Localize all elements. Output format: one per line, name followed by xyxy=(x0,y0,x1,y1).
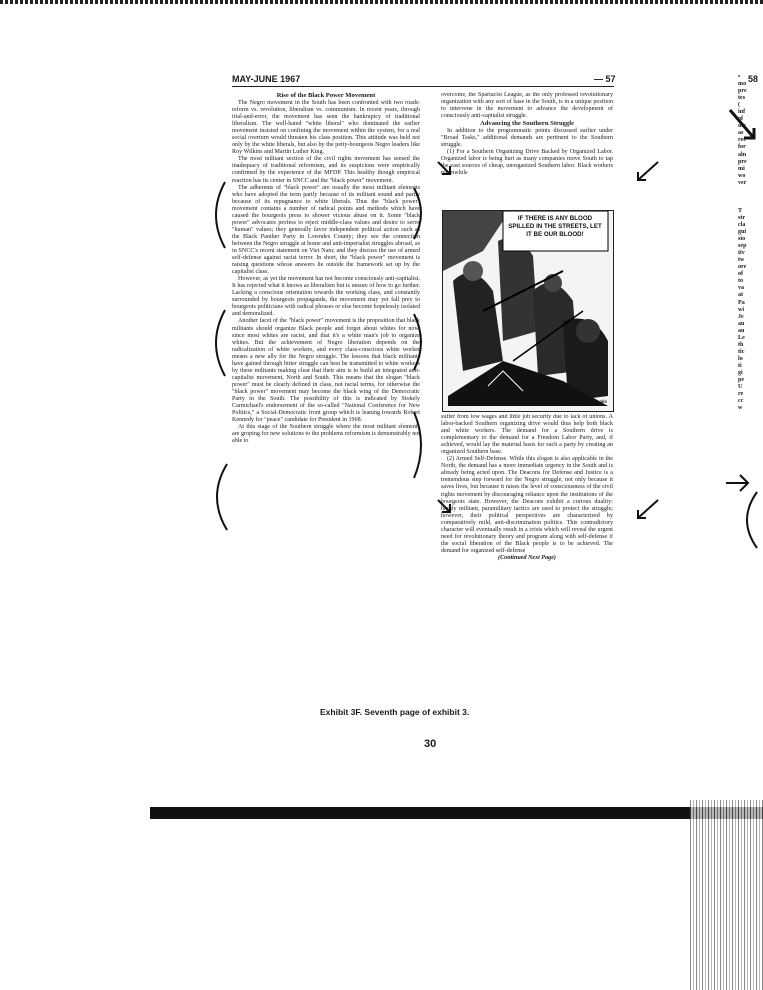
fragment-text: mo xyxy=(738,81,747,88)
margin-bracket-mark xyxy=(205,180,235,250)
paragraph: (1) For a Southern Organizing Drive Backed by Organized Labor. Organized labor is being hurt as many companies move South to tap the vast sources of cheap, unorganized Southern labor. Black workers meanwhile xyxy=(441,149,613,177)
margin-arrow-mark xyxy=(634,160,660,184)
paragraph: The adherents of "black power" are usually the most militant elements who have adopted the term partly because of its militant sound and partly because of its repugnance to white liberals. Thus the "black power" movement contains a number of radical points and methods which have caused the bourgeois press to shower vicious abuse on it. Some "black power" advocates profess to reject middle-class values and desire to serve "human" values; they generally favor independent political action such as the Black Panther Party in Lowndes County; they see the connection between the Negro struggle at home and anti-imperialist struggles abroad, as in SNCC's recent statement on Viet Nam; and they discuss the use of armed self-defense against racist terror. In short, the "black power" movement is raising questions whose answers lie outside the framework set up by the capitalist class. xyxy=(232,184,420,276)
fragment-text: pe xyxy=(738,377,745,384)
fragment-text: w xyxy=(738,405,743,412)
fragment-text: tiv xyxy=(738,250,745,257)
margin-arrow-mark xyxy=(436,498,454,516)
fragment-text: sio xyxy=(738,236,746,243)
margin-bracket-mark xyxy=(205,308,235,378)
fragment-text: rec xyxy=(738,137,747,144)
header-rule xyxy=(232,86,614,87)
scan-noise xyxy=(690,800,763,990)
fragment-text: for xyxy=(738,144,746,151)
fragment-text: au xyxy=(738,327,745,334)
fragment-text: T xyxy=(738,207,743,214)
section-heading: Advancing the Southern Struggle xyxy=(480,120,574,128)
fragment-text: lo xyxy=(738,355,743,362)
fragment-text: wi xyxy=(738,306,745,313)
paragraph: Another facet of the "black power" movement is the proposition that black militants should organize Black people and forget about whites for now, since most whites are racist, and that it's a white man's job to organize whites. But the achievement of Negro liberation depends on the radicalization of white workers, and every class-conscious white worker means a new ally for the Negro struggle. The lessons that black militants have gained through bitter struggle can best be transmitted to white workers by these militants making clear that their aim is to build an integrated anti-capitalist movement, North and South. This means that the slogan "black power" must be clearly defined in class, not racial terms, for otherwise the "black power" movement may become the black wing of the Democratic Party in the South. The possibility of this is indicated by Stokely Carmichael's endorsement of the so-called "National Conference for New Politics," a Social-Democratic front group which is leaning towards Robert Kennedy for "peace" candidate for President in 1968. xyxy=(232,318,420,424)
fragment-text: re xyxy=(738,391,744,398)
adjacent-page-fragment xyxy=(738,74,763,634)
fragment-text: th xyxy=(738,341,744,348)
cartoon-drawing xyxy=(443,211,613,411)
paragraph: The most militant section of the civil rights movement has sensed the inadequacy of traditional reformism, and its suspicions were empirically confirmed by the experience of the MFDP. This healthy though empirical reaction has its center in SNCC and the "black power" movement. xyxy=(232,156,420,184)
paragraph: At this stage of the Southern struggle where the most militant elements are groping for new solutions to the problems reformism is demonstrably not able to xyxy=(232,424,420,445)
speech-bubble-text: IF THERE IS ANY BLOOD SPILLED IN THE STREETS, LET IT BE OUR BLOOD! xyxy=(508,215,602,238)
cartoon-signature: Muhammad Speaks xyxy=(565,399,608,404)
fragment-text: ( xyxy=(738,102,741,109)
paragraph: However, as yet the movement has not become consciously anti-capitalist. It has rejected what it knows as liberalism but is unsure of how to go further. Lacking a conscious orientation towards the working class, and constantly surrounded by bourgeois propaganda, the movement may yet fall prey to bourgeois politicians with radical phrases or else become hopelessly isolated and demoralized. xyxy=(232,276,420,318)
running-header-next-page: 58 xyxy=(748,74,759,84)
column-right-bottom xyxy=(441,414,613,624)
fragment-text: ver xyxy=(738,179,747,186)
fragment-text: of xyxy=(738,116,744,123)
fragment-text: cc xyxy=(738,398,744,405)
running-header-right: — 57 xyxy=(594,74,616,84)
fragment-text: aln xyxy=(738,151,747,158)
fragment-text: tw xyxy=(738,257,745,264)
fragment-text: wo xyxy=(738,172,746,179)
column-right-top xyxy=(441,92,613,210)
scan-top-edge xyxy=(0,0,763,4)
fragment-text: au xyxy=(738,320,745,327)
margin-arrow-mark xyxy=(436,160,454,178)
paragraph: The Negro movement in the South has been confronted with two roads: reform vs. revolution, liberalism vs. communism. In recent years, through trial-and-error, the movement has seen the bankruptcy of traditional liberalism. The well-hated "white liberal" who dominated the earlier movement insisted on confining the movement within the system, for a real social overturn would threaten his class position. This attitude was held not only by the white liberals, but also by the petty-bourgeois Negro leaders like Roy Wilkins and Martin Luther King. xyxy=(232,100,420,156)
fragment-text xyxy=(738,187,763,194)
fragment-text: of xyxy=(738,271,744,278)
exhibit-caption: Exhibit 3F. Seventh page of exhibit 3. xyxy=(320,707,470,717)
paragraph: (2) Armed Self-Defense. While this slogan is also applicable in the North, the demand has a more immediate urgency in the South and is already being acted upon. The Deacons for Defense and Justice is a tremendous step forward for the Negro struggle, not only because it saves lives, but because it raises the level of consciousness of the civil rights movement by discouraging reliance upon the institutions of the bourgeois state. However, the Deacons exhibit a curious duality: highly militant, paramilitary tactics are used to protect the struggle; however, their political perspectives are characterized by comparatively mild, anti-discrimination politics. This contradictory character will eventually result in a crisis which will reveal the urgent need for revolutionary theory and program along with self-defense if the social liberation of the Black people is to be achieved. The demand for organized self-defense xyxy=(441,456,613,554)
margin-bracket-mark xyxy=(205,462,235,532)
margin-bracket-mark xyxy=(412,312,430,372)
fragment-text: to xyxy=(738,278,744,285)
paragraph: In addition to the programmatic points discussed earlier under "Broad Tasks," additional demands are pertinent to the Southern struggle. xyxy=(441,128,613,149)
page-number: 30 xyxy=(424,738,437,750)
fragment-text: inf xyxy=(738,109,746,116)
fragment-text: dir xyxy=(738,123,746,130)
fragment-text: ti xyxy=(738,362,742,369)
margin-bracket-mark xyxy=(412,410,430,480)
fragment-text: pre xyxy=(738,158,747,165)
fragment-text: str xyxy=(738,214,746,221)
fragment-text: pre xyxy=(738,88,747,95)
fragment-text: gi xyxy=(738,369,743,376)
running-header-left: MAY-JUNE 1967 xyxy=(232,74,301,84)
scan-bottom-edge xyxy=(150,807,763,819)
cartoon-illustration xyxy=(442,210,614,412)
column-left xyxy=(232,92,420,622)
fragment-text: Je xyxy=(738,313,744,320)
paragraph: suffer from low wages and little job security due to lack of unions. A labor-backed Southern organizing drive would thus help both black and white workers. The demand for a Southern drive is complementary to the demand for a Freedom Labor Party, and, if achieved, would lay the material basis for such a party by creating an organized Southern base. xyxy=(441,414,613,456)
fragment-text xyxy=(738,201,763,208)
paragraph: overcome, the Spartacist League, as the only professed revolutionary organization with any sort of base in the South, is in a unique position to intervene in the movement to advance the development of consciously anti-capitalist struggle. xyxy=(441,92,613,120)
fragment-text: va xyxy=(738,285,745,292)
fragment-text: tic xyxy=(738,348,745,355)
fragment-text: Pa xyxy=(738,299,745,306)
fragment-text: • xyxy=(738,74,741,80)
continued-note: (Continued Next Page) xyxy=(498,554,556,561)
fragment-text: cla xyxy=(738,221,746,228)
section-heading: Rise of the Black Power Movement xyxy=(276,92,376,99)
fragment-text: gui xyxy=(738,229,747,236)
fragment-text: ore xyxy=(738,264,747,271)
fragment-text: sep xyxy=(738,243,747,250)
fragment-text: mi xyxy=(738,165,745,172)
margin-arrow-mark xyxy=(634,498,660,522)
fragment-text: at xyxy=(738,292,744,299)
fragment-text: Le xyxy=(738,334,745,341)
margin-bracket-mark xyxy=(412,186,430,241)
fragment-text: as xyxy=(738,130,744,137)
fragment-text: tes xyxy=(738,95,746,102)
fragment-text xyxy=(738,194,763,201)
fragment-text: U xyxy=(738,384,743,391)
